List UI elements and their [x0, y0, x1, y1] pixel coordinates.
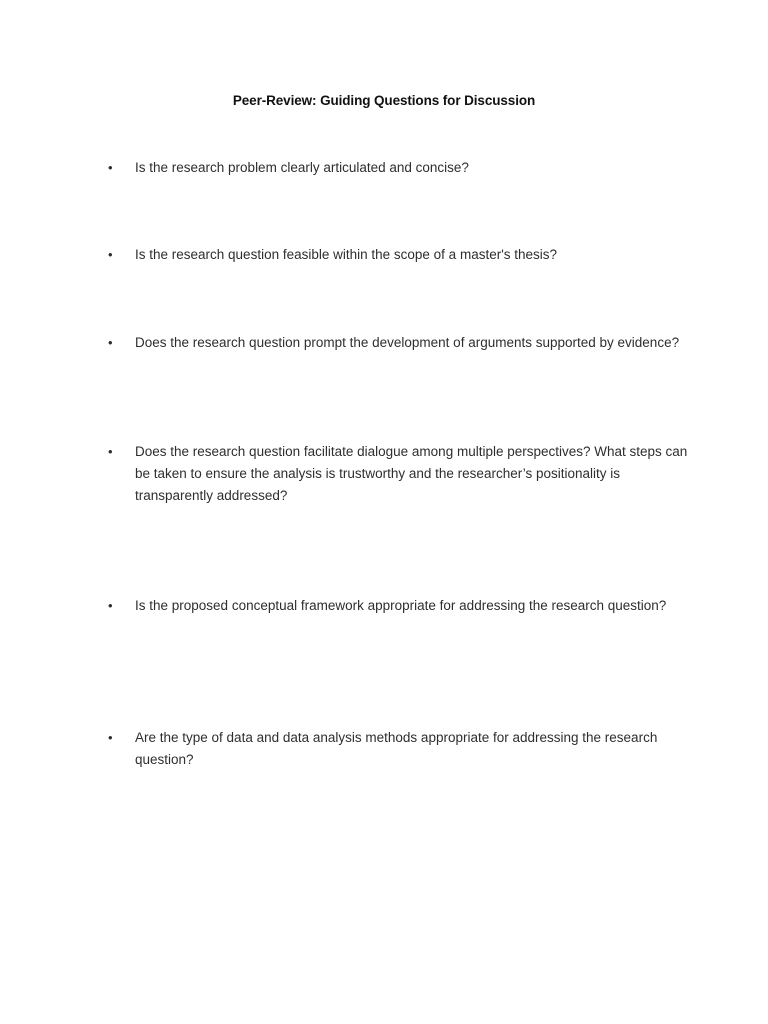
question-text: Is the research question feasible within the scope of a master's thesis?	[135, 247, 558, 262]
question-text: Is the proposed conceptual framework appropriate for addressing the research question?	[135, 598, 667, 613]
document-title: Peer-Review: Guiding Questions for Discussion	[232, 93, 536, 108]
list-item-question-1	[108, 157, 688, 179]
list-item-question-5	[108, 595, 688, 617]
bullet-icon: •	[108, 247, 113, 262]
question-text: Does the research question prompt the development of arguments supported by evidence?	[135, 335, 680, 350]
bullet-icon: •	[108, 598, 113, 613]
bullet-icon: •	[108, 730, 113, 745]
question-text: Are the type of data and data analysis methods appropriate for addressing the research question?	[135, 730, 658, 767]
list-item-question-6	[108, 727, 688, 771]
bullet-icon: •	[108, 335, 113, 350]
question-text: Is the research problem clearly articulated and concise?	[135, 160, 469, 175]
bullet-icon: •	[108, 160, 113, 175]
list-item-question-3	[108, 332, 688, 354]
bullet-icon: •	[108, 444, 113, 459]
question-text: Does the research question facilitate dialogue among multiple perspectives? What steps can be taken to ensure the analysis is trustworthy and the researcher’s positionality is transparently addressed?	[135, 444, 688, 503]
list-item-question-2	[108, 244, 688, 266]
list-item-question-4	[108, 441, 688, 507]
